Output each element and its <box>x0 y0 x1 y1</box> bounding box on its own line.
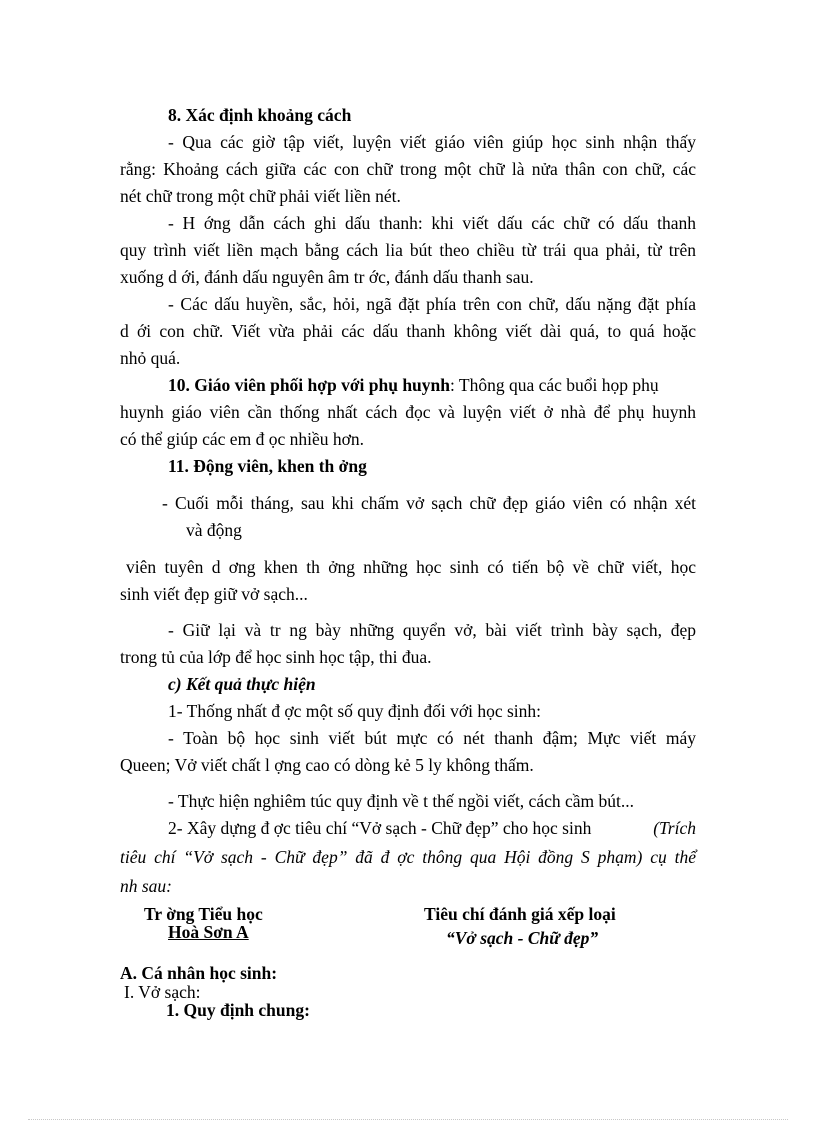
paragraph-line: xuống d ới, đánh dấu nguyên âm tr ớc, đánh dấu thanh sau. <box>120 267 534 287</box>
paragraph-line: có thể giúp các em đ ọc nhiều hơn. <box>120 429 364 449</box>
school-name-line-1: Tr ờng Tiểu học <box>144 904 263 924</box>
part-a-heading: A. Cá nhân học sinh: <box>120 963 278 983</box>
paragraph-line: quy trình viết liền mạch bằng cách lia bút theo chiều từ trái qua phải, từ trên <box>120 240 696 260</box>
results-item-2-text: 2- Xây dựng đ ợc tiêu chí “Vở sạch - Chữ đẹp” cho học sinh <box>168 818 592 838</box>
section-10-first-line <box>168 374 659 396</box>
results-item-2-line <box>168 817 696 839</box>
paragraph-line: - Qua các giờ tập viết, luyện viết giáo viên giúp học sinh nhận thấy <box>168 132 696 152</box>
part-a-sub-2: 1. Quy định chung: <box>166 1000 310 1020</box>
section-10-text: : Thông qua các buổi họp phụ <box>450 375 659 395</box>
section-10-heading: 10. Giáo viên phối hợp với phụ huynh <box>168 375 450 395</box>
paragraph-line: và động <box>186 520 242 540</box>
results-item-1b: - Thực hiện nghiêm túc quy định về t thế ngồi viết, cách cầm bút... <box>168 791 634 811</box>
part-a-sub-1: I. Vở sạch: <box>124 982 201 1002</box>
paragraph-line: - Toàn bộ học sinh viết bút mực có nét thanh đậm; Mực viết máy <box>168 728 696 748</box>
page-bottom-divider <box>28 1119 788 1120</box>
paragraph-line: viên tuyên d ơng khen th ởng những học sinh có tiến bộ về chữ viết, học <box>126 557 696 577</box>
section-11-heading: 11. Động viên, khen th ởng <box>168 456 367 476</box>
paragraph-line: Queen; Vở viết chất l ợng cao có dòng kẻ 5 ly không thấm. <box>120 755 534 775</box>
paragraph-line: sinh viết đẹp giữ vở sạch... <box>120 584 308 604</box>
paragraph-line: - Giữ lại và tr ng bày những quyển vở, bài viết trình bày sạch, đẹp <box>168 620 696 640</box>
results-item-2-italic: (Trích <box>653 818 696 838</box>
paragraph-line: trong tủ của lớp để học sinh học tập, thi đua. <box>120 647 432 667</box>
paragraph-line: nhỏ quá. <box>120 348 181 368</box>
paragraph-line: huynh giáo viên cần thống nhất cách đọc và luyện viết ở nhà để phụ huynh <box>120 402 696 422</box>
paragraph-line: - H ớng dẫn cách ghi dấu thanh: khi viết dấu các chữ có dấu thanh <box>168 213 696 233</box>
criteria-title-line-2: “Vở sạch - Chữ đẹp” <box>446 928 599 948</box>
paragraph-line: tiêu chí “Vở sạch - Chữ đẹp” đã đ ợc thông qua Hội đồng S phạm) cụ thể <box>120 847 696 867</box>
paragraph-line: rằng: Khoảng cách giữa các con chữ trong một chữ là nửa thân con chữ, các <box>120 159 696 179</box>
paragraph-line: d ới con chữ. Viết vừa phải các dấu thanh không viết dài quá, to quá hoặc <box>120 321 696 341</box>
paragraph-line: - Cuối mỗi tháng, sau khi chấm vở sạch chữ đẹp giáo viên có nhận xét <box>162 493 696 513</box>
paragraph-line: nh sau: <box>120 876 173 896</box>
school-name-line-2: Hoà Sơn A <box>168 922 249 942</box>
results-heading: c) Kết quả thực hiện <box>168 674 316 694</box>
section-8-heading: 8. Xác định khoảng cách <box>168 105 352 125</box>
paragraph-line: nét chữ trong một chữ phải viết liền nét. <box>120 186 401 206</box>
paragraph-line: - Các dấu huyền, sắc, hỏi, ngã đặt phía trên con chữ, dấu nặng đặt phía <box>168 294 696 314</box>
criteria-title-line-1: Tiêu chí đánh giá xếp loại <box>424 904 616 924</box>
results-item-1: 1- Thống nhất đ ợc một số quy định đối với học sinh: <box>168 701 542 721</box>
